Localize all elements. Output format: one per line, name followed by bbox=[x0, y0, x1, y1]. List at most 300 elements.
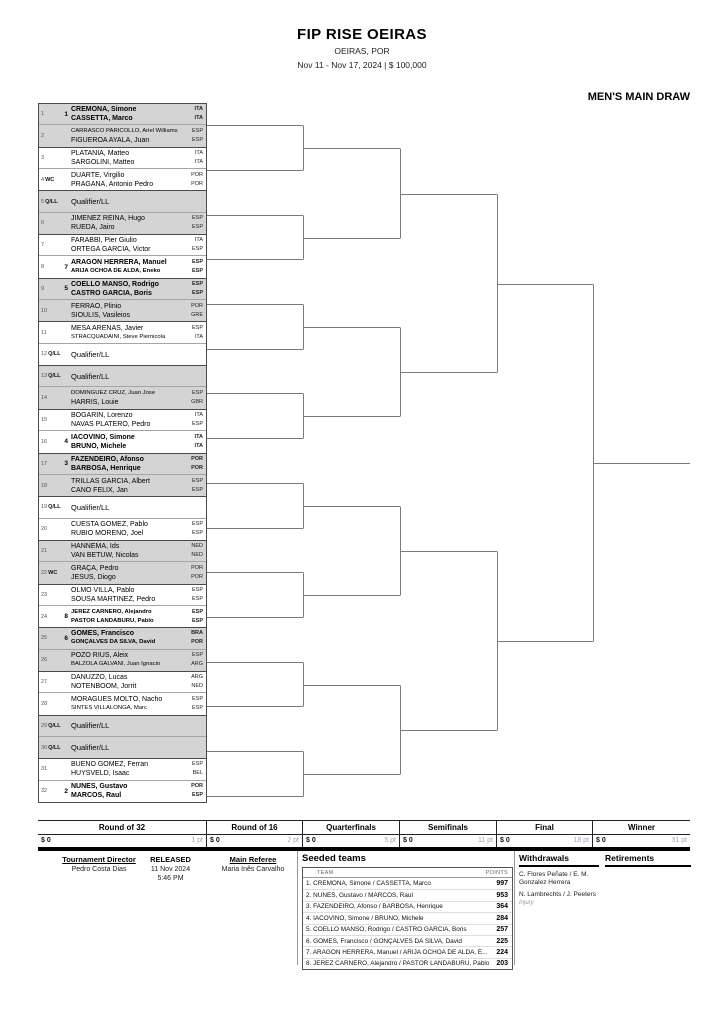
entry-row bbox=[39, 541, 206, 562]
entry-player-names bbox=[68, 389, 185, 407]
entry-row bbox=[39, 693, 206, 714]
withdrawal-item bbox=[519, 871, 599, 887]
round-values bbox=[303, 835, 399, 847]
seeded-col-team: TEAM bbox=[317, 870, 334, 876]
entry-position bbox=[39, 723, 59, 729]
player-name: Qualifier/LL bbox=[71, 721, 110, 731]
withdrawal-name: N. Lambrechts / J. Peeters bbox=[519, 891, 596, 898]
country-code: POR bbox=[191, 455, 203, 462]
country-code: ESP bbox=[191, 324, 203, 331]
entry-position-number: 2 bbox=[41, 133, 45, 140]
country-code: ESP bbox=[191, 280, 203, 287]
player-name: FAZENDEIRO, Afonso bbox=[71, 455, 144, 463]
country-code: ESP bbox=[191, 704, 203, 711]
player-name: SINTES VILLALONGA, Marc bbox=[71, 704, 147, 711]
entry-position bbox=[39, 111, 59, 117]
country-code: ESP bbox=[191, 246, 203, 253]
draw-match-pair bbox=[38, 453, 207, 498]
country-code: ARG bbox=[191, 661, 203, 668]
round-points: 18 pt bbox=[573, 837, 589, 844]
entry-seed-number: 4 bbox=[64, 438, 68, 446]
entry-position-number: 27 bbox=[41, 679, 48, 686]
entry-position-number: 8 bbox=[41, 264, 45, 271]
draw-title: MEN'S MAIN DRAW bbox=[587, 91, 690, 103]
entry-player-names bbox=[68, 782, 185, 800]
tournament-title: FIP RISE OEIRAS bbox=[297, 26, 427, 43]
player-name: HUYSVELD, Isaac bbox=[71, 770, 130, 778]
country-code: ESP bbox=[191, 390, 203, 397]
entry-position bbox=[39, 373, 59, 379]
country-code: ESP bbox=[191, 761, 203, 768]
round-column bbox=[593, 821, 690, 847]
round-column bbox=[497, 821, 593, 847]
entry-country-codes bbox=[185, 258, 206, 276]
entry-seed-number: 7 bbox=[64, 263, 68, 271]
player-name: SARGOLINI, Matteo bbox=[71, 158, 135, 166]
round-values bbox=[497, 835, 592, 847]
entry-row bbox=[39, 737, 206, 758]
entry-row bbox=[39, 781, 206, 802]
draw-match-pair bbox=[38, 321, 207, 366]
entry-player-names bbox=[68, 350, 185, 359]
player-name: COELLO MANSO, Rodrigo bbox=[71, 280, 159, 288]
entry-position-number: 22 bbox=[41, 569, 48, 576]
round-values bbox=[593, 835, 690, 847]
player-name: CARRASCO PARICOLLO, Ariel Williams bbox=[71, 128, 178, 135]
entry-player-names bbox=[68, 324, 185, 342]
entry-country-codes bbox=[185, 280, 206, 298]
seeded-team-name: 3. FAZENDEIRO, Afonso / BARBOSA, Henrique bbox=[306, 903, 443, 911]
country-code: ESP bbox=[191, 617, 203, 624]
entry-country-codes bbox=[185, 411, 206, 429]
entry-position-number: 3 bbox=[41, 154, 45, 161]
seeded-teams-header bbox=[303, 868, 512, 878]
country-code: ARG bbox=[191, 674, 203, 681]
country-code: ESP bbox=[191, 137, 203, 144]
entry-player-names bbox=[68, 105, 185, 123]
entry-entry-type-tag: Q/LL bbox=[48, 373, 61, 380]
entry-position bbox=[39, 788, 59, 794]
entry-country-codes bbox=[185, 629, 206, 647]
entry-player-names bbox=[68, 743, 185, 752]
country-code: POR bbox=[191, 573, 203, 580]
seeded-team-row bbox=[303, 958, 512, 969]
round-column bbox=[400, 821, 497, 847]
entry-position-number: 15 bbox=[41, 416, 48, 423]
seeded-team-points: 224 bbox=[496, 949, 508, 957]
entry-position bbox=[39, 766, 59, 772]
seeded-team-points: 953 bbox=[496, 892, 508, 900]
entry-position-number: 18 bbox=[41, 482, 48, 489]
entry-seed-number: 5 bbox=[64, 285, 68, 293]
seeded-team-name: 8. JEREZ CARNERO, Alejandro / PASTOR LANDABURU, Pablo bbox=[306, 960, 490, 968]
seeded-teams-table bbox=[302, 867, 513, 970]
entry-player-names bbox=[68, 542, 185, 560]
round-values bbox=[38, 835, 206, 847]
entry-row bbox=[39, 387, 206, 408]
draw-match-pair bbox=[38, 103, 207, 148]
seeded-team-row bbox=[303, 946, 512, 957]
entry-entry-type-tag: WC bbox=[48, 569, 58, 576]
entry-position-number: 25 bbox=[41, 635, 48, 642]
entry-row bbox=[39, 454, 206, 475]
round-name: Round of 16 bbox=[207, 821, 302, 835]
entry-player-names bbox=[68, 433, 185, 451]
entry-country-codes bbox=[185, 455, 206, 473]
seeded-col-points: POINTS bbox=[485, 870, 508, 876]
round-prize: $ 0 bbox=[306, 837, 316, 844]
player-name: GRAÇA, Pedro bbox=[71, 564, 119, 572]
tournament-director-name: Pedro Costa Dias bbox=[71, 866, 127, 873]
player-name: MARCOS, Raul bbox=[71, 792, 122, 800]
player-name: PRAGANA, Antonio Pedro bbox=[71, 180, 154, 188]
draw-match-pair bbox=[38, 671, 207, 716]
player-name: CASTRO GARCIA, Boris bbox=[71, 289, 152, 297]
entry-player-names bbox=[68, 608, 185, 626]
country-code: POR bbox=[191, 783, 203, 790]
seeded-team-name: 1. CREMONA, Simone / CASSETTA, Marco bbox=[306, 880, 431, 888]
entry-row bbox=[39, 169, 206, 190]
round-points: 1 pt bbox=[191, 837, 203, 844]
country-code: ITA bbox=[194, 411, 203, 418]
country-code: POR bbox=[191, 171, 203, 178]
country-code: ESP bbox=[191, 289, 203, 296]
entry-row bbox=[39, 366, 206, 387]
entry-position bbox=[39, 199, 59, 205]
entry-position-number: 7 bbox=[41, 242, 45, 249]
round-prize: $ 0 bbox=[210, 837, 220, 844]
entry-country-codes bbox=[185, 127, 206, 145]
released-time: 5:46 PM bbox=[157, 875, 184, 882]
footer-vertical-divider bbox=[297, 851, 298, 965]
player-name: VAN BETUW, Nicolas bbox=[71, 552, 139, 560]
country-code: ESP bbox=[191, 486, 203, 493]
player-name: ARIJA OCHOA DE ALDA, Eneko bbox=[71, 268, 161, 275]
entry-entry-type-tag: Q/LL bbox=[48, 744, 61, 751]
entry-row bbox=[39, 213, 206, 234]
entry-player-names bbox=[68, 586, 185, 604]
player-name: BARBOSA, Henrique bbox=[71, 464, 141, 472]
player-name: JIMENEZ REINA, Hugo bbox=[71, 215, 145, 223]
country-code: ITA bbox=[194, 106, 203, 113]
entry-row bbox=[39, 716, 206, 737]
entry-country-codes bbox=[185, 236, 206, 254]
country-code: ESP bbox=[191, 521, 203, 528]
country-code: ESP bbox=[191, 586, 203, 593]
country-code: POR bbox=[191, 302, 203, 309]
entry-player-names bbox=[68, 651, 185, 669]
entry-position bbox=[39, 570, 59, 576]
seeded-team-row bbox=[303, 878, 512, 889]
player-name: BUENO GOMEZ, Ferran bbox=[71, 761, 149, 769]
round-points: 5 pt bbox=[384, 837, 396, 844]
entry-position bbox=[39, 635, 59, 641]
country-code: NED bbox=[191, 683, 203, 690]
country-code: ESP bbox=[191, 420, 203, 427]
withdrawals-section bbox=[519, 853, 599, 907]
draw-match-pair bbox=[38, 234, 207, 279]
player-name: NAVAS PLATERO, Pedro bbox=[71, 420, 151, 428]
entry-position bbox=[39, 483, 59, 489]
entry-player-names bbox=[68, 695, 185, 713]
entry-country-codes bbox=[185, 520, 206, 538]
retirements-section bbox=[605, 853, 691, 867]
entry-position-number: 29 bbox=[41, 722, 48, 729]
entry-position-number: 23 bbox=[41, 591, 48, 598]
seeded-teams-section bbox=[302, 853, 513, 970]
round-values bbox=[400, 835, 496, 847]
entry-country-codes bbox=[185, 214, 206, 232]
seeded-team-row bbox=[303, 924, 512, 935]
country-code: ITA bbox=[194, 433, 203, 440]
country-code: ESP bbox=[191, 215, 203, 222]
seeded-team-row bbox=[303, 935, 512, 946]
withdrawals-title: Withdrawals bbox=[519, 853, 599, 867]
entry-country-codes bbox=[185, 149, 206, 167]
entry-row bbox=[39, 585, 206, 606]
seeded-team-name: 4. IACOVINO, Simone / BRUNO, Michele bbox=[306, 914, 424, 922]
round-points: 2 pt bbox=[287, 837, 299, 844]
entry-country-codes bbox=[185, 760, 206, 778]
entry-country-codes bbox=[185, 673, 206, 691]
entry-row bbox=[39, 431, 206, 452]
entry-position-number: 16 bbox=[41, 438, 48, 445]
country-code: ESP bbox=[191, 695, 203, 702]
player-name: NUNES, Gustavo bbox=[71, 783, 128, 791]
entry-entry-type-tag: Q/LL bbox=[48, 504, 61, 511]
entry-country-codes bbox=[185, 586, 206, 604]
entry-country-codes bbox=[185, 105, 206, 123]
entry-country-codes bbox=[185, 564, 206, 582]
player-name: STRACQUADAINI, Steve Piernicola bbox=[71, 333, 166, 340]
retirements-title: Retirements bbox=[605, 853, 691, 867]
entry-row bbox=[39, 672, 206, 693]
player-name: ARAGON HERRERA, Manuel bbox=[71, 259, 167, 267]
player-name: PLATANIA, Matteo bbox=[71, 149, 130, 157]
header bbox=[0, 26, 724, 70]
round-column bbox=[303, 821, 400, 847]
draw-match-pair bbox=[38, 278, 207, 323]
round-prize: $ 0 bbox=[596, 837, 606, 844]
entry-position bbox=[39, 461, 59, 467]
country-code: ESP bbox=[191, 595, 203, 602]
player-name: ORTEGA GARCIA, Victor bbox=[71, 246, 151, 254]
entry-position bbox=[39, 264, 59, 270]
draw-match-pair bbox=[38, 147, 207, 192]
round-values bbox=[207, 835, 302, 847]
country-code: POR bbox=[191, 564, 203, 571]
entry-position bbox=[39, 548, 59, 554]
round-name: Round of 32 bbox=[38, 821, 206, 835]
player-name: Qualifier/LL bbox=[71, 743, 110, 753]
entry-position bbox=[39, 657, 59, 663]
entry-position-number: 4 bbox=[41, 176, 45, 183]
entry-position-number: 11 bbox=[41, 329, 47, 336]
tournament-director-label: Tournament Director bbox=[62, 855, 136, 864]
entry-country-codes bbox=[185, 782, 206, 800]
entry-country-codes bbox=[185, 171, 206, 189]
seeded-team-row bbox=[303, 912, 512, 923]
entry-country-codes bbox=[185, 302, 206, 320]
entry-row bbox=[39, 104, 206, 125]
player-name: HANNEMA, Ids bbox=[71, 543, 120, 551]
player-name: FIGUEROA AYALA, Juan bbox=[71, 137, 150, 145]
entry-player-names bbox=[68, 721, 185, 730]
entry-position bbox=[39, 177, 59, 183]
entry-position bbox=[39, 220, 59, 226]
player-name: Qualifier/LL bbox=[71, 502, 110, 512]
entry-position-number: 19 bbox=[41, 504, 48, 511]
entry-position-number: 13 bbox=[41, 373, 48, 380]
entry-position bbox=[39, 155, 59, 161]
entry-player-names bbox=[68, 197, 185, 206]
country-code: ESP bbox=[191, 792, 203, 799]
round-prize: $ 0 bbox=[41, 837, 51, 844]
round-column bbox=[38, 821, 207, 847]
country-code: GBR bbox=[191, 399, 203, 406]
round-name: Final bbox=[497, 821, 592, 835]
entry-position bbox=[39, 330, 59, 336]
player-name: Qualifier/LL bbox=[71, 371, 110, 381]
round-name: Semifinals bbox=[400, 821, 496, 835]
entry-player-names bbox=[68, 258, 185, 276]
round-name: Quarterfinals bbox=[303, 821, 399, 835]
draw-match-pair bbox=[38, 584, 207, 629]
entry-position bbox=[39, 286, 59, 292]
main-referee-block bbox=[212, 855, 294, 873]
withdrawal-item bbox=[519, 891, 599, 907]
entry-position bbox=[39, 242, 59, 248]
country-code: ESP bbox=[191, 224, 203, 231]
entry-entry-type-tag: WC bbox=[45, 176, 55, 183]
entry-player-names bbox=[68, 760, 185, 778]
seeded-team-points: 284 bbox=[496, 914, 508, 922]
country-code: ESP bbox=[191, 530, 203, 537]
player-name: SOUSA MARTINEZ, Pedro bbox=[71, 595, 156, 603]
country-code: ITA bbox=[194, 442, 203, 449]
country-code: BRA bbox=[191, 630, 203, 637]
entry-position-number: 6 bbox=[41, 220, 45, 227]
player-name: CASSETTA, Marco bbox=[71, 115, 133, 123]
entry-row bbox=[39, 410, 206, 431]
entry-row bbox=[39, 650, 206, 671]
country-code: ITA bbox=[194, 237, 203, 244]
entry-player-names bbox=[68, 477, 185, 495]
entry-position bbox=[39, 592, 59, 598]
rounds-prize-strip bbox=[38, 820, 690, 847]
entry-country-codes bbox=[185, 542, 206, 560]
draw-match-pair bbox=[38, 365, 207, 410]
entry-position bbox=[39, 417, 59, 423]
seeded-team-name: 2. NUNES, Gustavo / MARCOS, Raul bbox=[306, 892, 413, 900]
entry-country-codes bbox=[185, 608, 206, 626]
round-column bbox=[207, 821, 303, 847]
withdrawal-reason: Injury bbox=[519, 900, 534, 906]
round-name: Winner bbox=[593, 821, 690, 835]
entry-position bbox=[39, 351, 59, 357]
entry-position bbox=[39, 679, 59, 685]
country-code: ESP bbox=[191, 268, 203, 275]
player-name: DUARTE, Virgilio bbox=[71, 171, 125, 179]
seeded-team-row bbox=[303, 901, 512, 912]
player-name: CUESTA GOMEZ, Pablo bbox=[71, 521, 148, 529]
entry-position-number: 17 bbox=[41, 460, 48, 467]
country-code: ITA bbox=[194, 149, 203, 156]
entry-country-codes bbox=[185, 389, 206, 407]
country-code: ITA bbox=[194, 158, 203, 165]
entry-position-number: 28 bbox=[41, 700, 48, 707]
entry-position bbox=[39, 308, 59, 314]
seeded-team-name: 5. COELLO MANSO, Rodrigo / CASTRO GARCIA, Boris bbox=[306, 926, 467, 934]
entry-country-codes bbox=[185, 324, 206, 342]
entry-position bbox=[39, 701, 59, 707]
tournament-location: OEIRAS, POR bbox=[334, 46, 390, 56]
entry-country-codes bbox=[185, 433, 206, 451]
main-referee-name: Maria Inês Carvalho bbox=[221, 866, 285, 873]
round-points: 11 pt bbox=[477, 837, 493, 844]
entry-row bbox=[39, 519, 206, 540]
entry-player-names bbox=[68, 236, 185, 254]
entry-entry-type-tag: Q/LL bbox=[48, 722, 61, 729]
seeded-team-points: 997 bbox=[496, 880, 508, 888]
entry-row bbox=[39, 628, 206, 649]
country-code: POR bbox=[191, 464, 203, 471]
entry-entry-type-tag: Q/LL bbox=[45, 198, 58, 205]
entry-position bbox=[39, 395, 59, 401]
player-name: Qualifier/LL bbox=[71, 197, 110, 207]
entry-row bbox=[39, 497, 206, 518]
country-code: ESP bbox=[191, 652, 203, 659]
entry-row bbox=[39, 148, 206, 169]
entry-position bbox=[39, 745, 59, 751]
seeded-team-points: 203 bbox=[496, 960, 508, 968]
entry-row bbox=[39, 235, 206, 256]
draw-entries-column bbox=[38, 103, 207, 803]
entry-seed-number: 6 bbox=[64, 634, 68, 642]
player-name: GONÇALVES DA SILVA, David bbox=[71, 639, 156, 646]
entry-position-number: 31 bbox=[41, 766, 48, 773]
player-name: PASTOR LANDABURU, Pablo bbox=[71, 617, 154, 624]
draw-match-pair bbox=[38, 496, 207, 541]
main-referee-label: Main Referee bbox=[229, 855, 277, 864]
entry-row bbox=[39, 256, 206, 277]
entry-row bbox=[39, 191, 206, 212]
draw-match-pair bbox=[38, 540, 207, 585]
entry-row bbox=[39, 322, 206, 343]
country-code: ESP bbox=[191, 477, 203, 484]
released-date: 11 Nov 2024 bbox=[150, 866, 191, 873]
withdrawal-name: C. Flores Peñate / E. M. Gonzalez Herrera bbox=[519, 871, 589, 886]
player-name: HARRIS, Louie bbox=[71, 399, 119, 407]
entry-row bbox=[39, 606, 206, 627]
entry-country-codes bbox=[185, 477, 206, 495]
country-code: ESP bbox=[191, 259, 203, 266]
player-name: FERRAO, Plinio bbox=[71, 302, 122, 310]
entry-player-names bbox=[68, 372, 185, 381]
entry-position-number: 12 bbox=[41, 351, 48, 358]
bracket-lines bbox=[207, 103, 691, 820]
player-name: POZO RIUS, Aleix bbox=[71, 652, 129, 660]
country-code: POR bbox=[191, 639, 203, 646]
player-name: JESUS, Diogo bbox=[71, 573, 116, 581]
country-code: NED bbox=[191, 543, 203, 550]
player-name: BOGARIN, Lorenzo bbox=[71, 411, 133, 419]
entry-position bbox=[39, 526, 59, 532]
entry-position-number: 20 bbox=[41, 526, 48, 533]
released-label: RELEASED bbox=[150, 855, 191, 864]
entry-player-names bbox=[68, 564, 185, 582]
entry-player-names bbox=[68, 280, 185, 298]
